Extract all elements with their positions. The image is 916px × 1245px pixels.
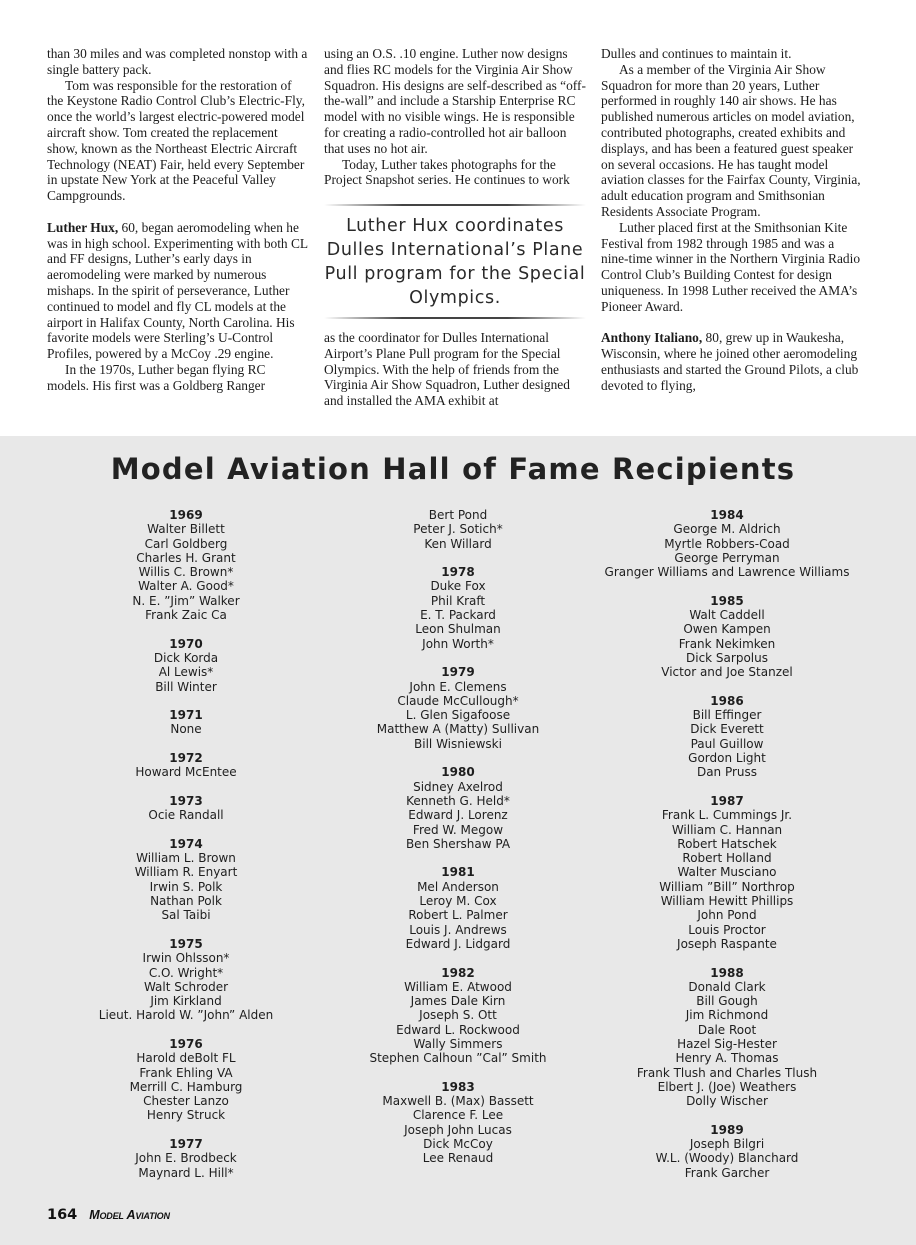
person-name: Anthony Italiano, (601, 330, 703, 346)
recipient-name: Dick Korda (153, 650, 219, 665)
induction-year: 1970 (169, 636, 203, 651)
pull-quote-text: Luther Hux coordinates Dulles International’s Plane Pull program for the Special Olympics. (324, 216, 586, 308)
hall-of-fame-year-group (86, 637, 286, 694)
recipient-name: Carl Goldberg (144, 536, 228, 551)
recipient-name: Walt Caddell (689, 608, 765, 623)
hall-of-fame-year-group (597, 1123, 857, 1180)
hall-of-fame-year-group (86, 508, 286, 622)
recipient-name: Ben Shershaw PA (405, 836, 511, 851)
recipient-name: Frank Nekimken (678, 636, 776, 651)
recipient-name: Joseph Bilgri (689, 1137, 765, 1152)
hall-of-fame-column-3 (597, 508, 857, 1180)
recipient-name: Fred W. Megow (412, 822, 504, 837)
induction-year: 1975 (169, 936, 203, 951)
hall-of-fame-year-group (86, 1137, 286, 1180)
recipient-name: C.O. Wright* (148, 965, 224, 980)
hall-of-fame-year-group (597, 966, 857, 1109)
recipient-name: John Worth* (422, 636, 494, 651)
magazine-name: Model Aviation (89, 1208, 170, 1222)
recipient-name: Hazel Sig-Hester (677, 1036, 777, 1051)
recipient-name: Bert Pond (428, 508, 488, 522)
recipient-name: Frank Zaic Ca (145, 608, 227, 623)
recipient-name: E. T. Packard (420, 608, 496, 623)
recipient-name: Walt Schroder (143, 979, 229, 994)
recipient-name: Leroy M. Cox (419, 894, 497, 909)
recipient-name: Stephen Calhoun ”Cal” Smith (369, 1051, 547, 1066)
paragraph-text: 60, began aeromodeling when he was in high school. Experimenting with both CL and FF designs, Luther’s early days in aeromodeling were marked by numerous mishaps. In the spirit of perseverance, Luther continued to model and fly CL models at the airport in Halifax County, North Carolina. His favorite models were Sterling’s U-Control Profiles, powered by a McCoy .29 engine. (47, 219, 308, 362)
induction-year: 1982 (441, 965, 475, 980)
pull-quote-rule-top (324, 204, 586, 206)
recipient-name: Leon Shulman (415, 622, 501, 637)
induction-year: 1974 (169, 836, 203, 851)
recipient-name: Henry Struck (146, 1108, 226, 1123)
recipient-name: Owen Kampen (683, 622, 771, 637)
recipient-name: Mel Anderson (417, 879, 499, 894)
recipient-name: Dan Pruss (696, 765, 758, 780)
recipient-name: Wally Simmers (413, 1036, 503, 1051)
recipient-name: Dick Everett (690, 722, 764, 737)
recipient-name: William L. Brown (136, 851, 236, 866)
recipient-name: Sal Taibi (161, 908, 211, 923)
recipient-name: Ocie Randall (148, 808, 224, 823)
induction-year: 1978 (441, 565, 475, 580)
person-name: Luther Hux, (47, 219, 119, 235)
recipient-name: Maxwell B. (Max) Bassett (382, 1094, 534, 1109)
hall-of-fame-year-group (86, 1037, 286, 1123)
recipient-name: Duke Fox (430, 579, 486, 594)
recipient-name: Robert Hatschek (677, 836, 777, 851)
recipient-name: Granger Williams and Lawrence Williams (604, 565, 850, 580)
induction-year: 1987 (710, 793, 744, 808)
recipient-name: Harold deBolt FL (136, 1051, 236, 1066)
hall-of-fame-year-group (358, 665, 558, 751)
recipient-name: William ”Bill” Northrop (659, 879, 795, 894)
induction-year: 1986 (710, 693, 744, 708)
article-column-3 (601, 46, 863, 394)
recipient-name: William R. Enyart (134, 865, 238, 880)
induction-year: 1977 (169, 1137, 203, 1152)
recipient-name: Victor and Joe Stanzel (661, 665, 793, 680)
recipient-name: Bill Effinger (692, 708, 762, 723)
recipient-name: Henry A. Thomas (675, 1051, 779, 1066)
recipient-name: John E. Clemens (409, 679, 507, 694)
recipient-name: Joseph John Lucas (404, 1122, 512, 1137)
paragraph: Dulles and continues to maintain it. (601, 46, 792, 61)
recipient-name: James Dale Kirn (410, 994, 506, 1009)
recipient-name: L. Glen Sigafoose (405, 708, 511, 723)
paragraph: using an O.S. .10 engine. Luther now designs and flies RC models for the Virginia Air Show Squadron. His designs are self-described as “off-the-wall” and include a Starship Enterprise RC model with no visible wings. He is responsible for creating a radio-controlled hot air balloon that uses no hot air. (324, 46, 586, 156)
hall-of-fame-year-group (597, 694, 857, 780)
induction-year: 1989 (710, 1122, 744, 1137)
hall-of-fame-year-group (358, 565, 558, 651)
hall-of-fame-section (0, 436, 916, 1245)
recipient-name: Clarence F. Lee (412, 1108, 504, 1123)
hall-of-fame-year-group (86, 937, 286, 1023)
induction-year: 1972 (169, 751, 203, 766)
recipient-name: Walter Billett (147, 522, 225, 537)
recipient-name: None (170, 722, 202, 737)
induction-year: 1971 (169, 708, 203, 723)
recipient-name: Jim Kirkland (150, 994, 222, 1009)
recipient-name: George Perryman (674, 550, 780, 565)
recipient-name: Bill Gough (696, 994, 758, 1009)
induction-year: 1969 (169, 508, 203, 522)
recipient-name: John Pond (697, 908, 757, 923)
recipient-name: Bill Winter (155, 679, 217, 694)
recipient-name: N. E. ”Jim” Walker (132, 593, 240, 608)
recipient-name: Donald Clark (688, 979, 766, 994)
recipient-name: Howard McEntee (135, 765, 237, 780)
recipient-name: Bill Wisniewski (414, 736, 502, 751)
recipient-name: W.L. (Woody) Blanchard (655, 1151, 799, 1166)
hall-of-fame-column-2 (358, 508, 558, 1166)
paragraph: In the 1970s, Luther began flying RC models. His first was a Goldberg Ranger (47, 361, 266, 393)
induction-year: 1980 (441, 765, 475, 780)
article-column-2-continued (324, 330, 586, 409)
recipient-name: Sidney Axelrod (413, 779, 503, 794)
recipient-name: Elbert J. (Joe) Weathers (657, 1079, 797, 1094)
recipient-name: Frank Tlush and Charles Tlush (636, 1065, 818, 1080)
hall-of-fame-title: Model Aviation Hall of Fame Recipients (110, 452, 796, 486)
article-column-1 (47, 46, 309, 394)
recipient-name: Joseph S. Ott (419, 1008, 497, 1023)
hall-of-fame-year-group (358, 865, 558, 951)
induction-year: 1981 (441, 865, 475, 880)
hall-of-fame-year-group (86, 751, 286, 780)
hall-of-fame-year-group (597, 508, 857, 579)
recipient-name: Maynard L. Hill* (138, 1165, 234, 1180)
recipient-name: Claude McCullough* (397, 693, 519, 708)
recipient-name: Lieut. Harold W. ”John” Alden (98, 1008, 274, 1023)
induction-year: 1979 (441, 665, 475, 680)
page-footer (47, 1207, 170, 1225)
recipient-name: Robert Holland (682, 851, 772, 866)
recipient-name: Walter Musciano (677, 865, 777, 880)
recipient-name: Dolly Wischer (686, 1094, 768, 1109)
recipient-name: Peter J. Sotich* (413, 522, 503, 537)
recipient-name: Edward L. Rockwood (396, 1022, 520, 1037)
recipient-name: Gordon Light (688, 751, 766, 766)
recipient-name: Edward J. Lorenz (408, 808, 508, 823)
hall-of-fame-year-group (358, 508, 558, 551)
article-column-2 (324, 46, 586, 188)
recipient-name: Irwin Ohlsson* (142, 951, 230, 966)
induction-year: 1976 (169, 1036, 203, 1051)
recipient-name: Robert L. Palmer (408, 908, 508, 923)
hall-of-fame-year-group (86, 794, 286, 823)
induction-year: 1988 (710, 965, 744, 980)
recipient-name: Myrtle Robbers-Coad (664, 536, 790, 551)
paragraph: Today, Luther takes photographs for the Project Snapshot series. He continues to work (324, 156, 570, 188)
recipient-name: William Hewitt Phillips (660, 894, 794, 909)
recipient-name: Lee Renaud (422, 1151, 494, 1166)
recipient-name: Frank Garcher (684, 1165, 770, 1180)
recipient-name: Dale Root (697, 1022, 757, 1037)
hall-of-fame-year-group (597, 594, 857, 680)
hall-of-fame-column-1 (86, 508, 286, 1180)
recipient-name: Edward J. Lidgard (405, 936, 511, 951)
paragraph (601, 330, 863, 393)
recipient-name: Willis C. Brown* (138, 565, 234, 580)
induction-year: 1973 (169, 793, 203, 808)
recipient-name: George M. Aldrich (673, 522, 781, 537)
recipient-name: Frank Ehling VA (139, 1065, 233, 1080)
recipient-name: John E. Brodbeck (135, 1151, 237, 1166)
recipient-name: Dick McCoy (423, 1137, 493, 1152)
recipient-name: Phil Kraft (430, 593, 486, 608)
recipient-name: Joseph Raspante (677, 936, 777, 951)
recipient-name: Al Lewis* (158, 665, 214, 680)
induction-year: 1984 (710, 508, 744, 522)
paragraph: than 30 miles and was completed nonstop with a single battery pack. (47, 46, 308, 77)
induction-year: 1985 (710, 593, 744, 608)
recipient-name: Matthew A (Matty) Sullivan (376, 722, 540, 737)
recipient-name: Kenneth G. Held* (406, 793, 510, 808)
recipient-name: Dick Sarpolus (686, 650, 768, 665)
recipient-name: Jim Richmond (685, 1008, 769, 1023)
recipient-name: William E. Atwood (404, 979, 512, 994)
recipient-name: Louis J. Andrews (409, 922, 507, 937)
recipient-name: Chester Lanzo (143, 1094, 229, 1109)
recipient-name: William C. Hannan (671, 822, 783, 837)
paragraph-text: 80, grew up in Waukesha, Wisconsin, where he joined other aeromodeling enthusiasts and started the Ground Pilots, a club devoted to flying, (601, 330, 859, 393)
pull-quote-rule-bottom (324, 317, 586, 319)
pull-quote (324, 202, 586, 320)
recipient-name: Merrill C. Hamburg (129, 1079, 243, 1094)
paragraph: As a member of the Virginia Air Show Squadron for more than 20 years, Luther performed in roughly 140 air shows. He has published numerous articles on model aviation, contributed photographs, created exhibits and displays, and has been a featured guest speaker on several occasions. He has taught model aviation classes for the Fairfax County, Virginia, adult education program and Smithsonian Residents Associate Program. (601, 61, 861, 219)
paragraph: Tom was responsible for the restoration of the Keystone Radio Control Club’s Electric-Fly, once the world’s largest electric-powered model aircraft show. Tom created the replacement show, known as the Northeast Electric Aircraft Technology (NEAT) Fair, held every September in upstate New York at the Peaceful Valley Campgrounds. (47, 77, 305, 204)
hall-of-fame-year-group (86, 837, 286, 923)
recipient-name: Paul Guillow (690, 736, 764, 751)
recipient-name: Louis Proctor (688, 922, 766, 937)
hall-of-fame-year-group (358, 1080, 558, 1166)
paragraph (47, 220, 309, 362)
hall-of-fame-year-group (358, 966, 558, 1066)
recipient-name: Walter A. Good* (138, 579, 234, 594)
paragraph: Luther placed first at the Smithsonian Kite Festival from 1982 through 1985 and was a nine-time winner in the Northern Virginia Radio Control Club’s Building Contest for design uniqueness. In 1998 Luther received the AMA’s Pioneer Award. (601, 219, 861, 314)
induction-year: 1983 (441, 1079, 475, 1094)
hall-of-fame-year-group (358, 765, 558, 851)
recipient-name: Charles H. Grant (136, 550, 236, 565)
hall-of-fame-year-group (86, 708, 286, 737)
recipient-name: Nathan Polk (150, 894, 222, 909)
recipient-name: Ken Willard (424, 536, 492, 551)
page-number: 164 (47, 1207, 78, 1223)
hall-of-fame-year-group (597, 794, 857, 951)
article-body (0, 0, 916, 436)
recipient-name: Frank L. Cummings Jr. (661, 808, 793, 823)
paragraph: as the coordinator for Dulles International Airport’s Plane Pull program for the Special Olympics. With the help of friends from the Virginia Air Show Squadron, Luther designed and installed the AMA exhibit at (324, 330, 570, 409)
recipient-name: Irwin S. Polk (149, 879, 223, 894)
